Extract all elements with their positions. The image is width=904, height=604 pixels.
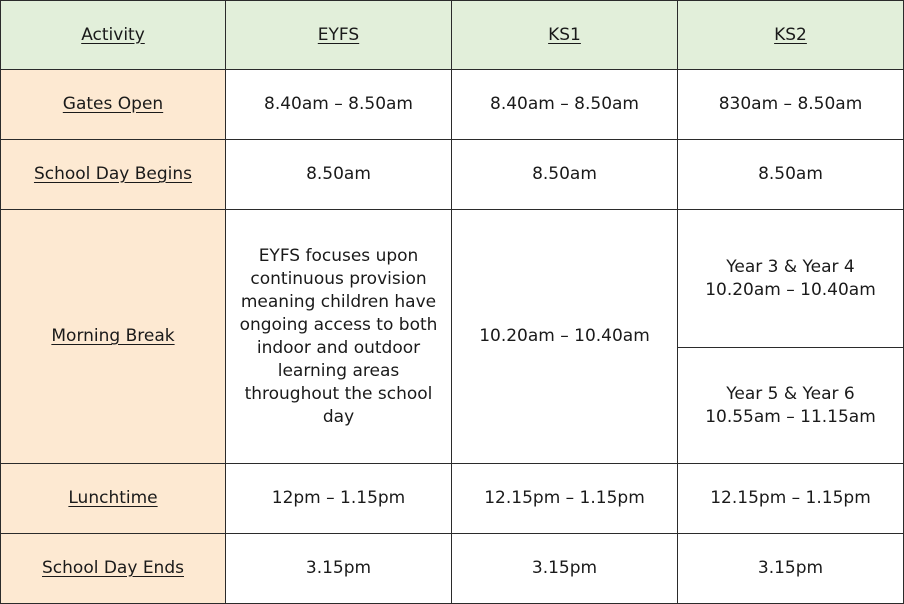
eyfs-note-cell: EYFS focuses upon continuous provision meaning children have ongoing access to both indoor and outdoor learning areas throughout the school day [226,210,452,464]
ks2-year56-title: Year 5 & Year 6 [726,383,855,404]
ks2-year34-cell [678,210,904,348]
row-school-day-ends [1,534,904,604]
header-activity-label: Activity [81,24,145,45]
row-gates-open [1,70,904,140]
activity-label: School Day Ends [42,558,184,578]
ks1-cell: 8.50am [452,140,678,210]
row-school-day-begins [1,140,904,210]
activity-label: Lunchtime [68,488,158,508]
header-eyfs [226,1,452,70]
header-ks2-label: KS2 [774,24,807,45]
activity-label: School Day Begins [33,164,193,184]
row-lunchtime [1,464,904,534]
header-ks1 [452,1,678,70]
ks2-cell: 12.15pm – 1.15pm [678,464,904,534]
ks2-cell: 3.15pm [678,534,904,604]
eyfs-cell: 8.50am [226,140,452,210]
ks2-year56-cell [678,348,904,464]
ks2-year56-time: 10.55am – 11.15am [705,406,876,427]
eyfs-cell: 8.40am – 8.50am [226,70,452,140]
eyfs-cell: 12pm – 1.15pm [226,464,452,534]
timetable-body [1,70,904,604]
timetable-header [1,1,904,70]
activity-label: Gates Open [62,94,164,114]
activity-cell [1,70,226,140]
header-ks1-label: KS1 [548,24,581,45]
header-activity [1,1,226,70]
activity-label: Morning Break [51,326,175,346]
activity-cell [1,140,226,210]
ks2-year34-time: 10.20am – 10.40am [705,279,876,300]
header-eyfs-label: EYFS [317,24,360,45]
ks1-cell: 8.40am – 8.50am [452,70,678,140]
ks1-cell: 10.20am – 10.40am [452,210,678,464]
ks2-cell: 8.50am [678,140,904,210]
activity-cell [1,534,226,604]
ks2-cell: 830am – 8.50am [678,70,904,140]
ks1-cell: 12.15pm – 1.15pm [452,464,678,534]
ks2-year34-title: Year 3 & Year 4 [726,256,855,277]
header-ks2 [678,1,904,70]
activity-cell [1,210,226,464]
activity-cell [1,464,226,534]
row-morning-break [1,210,904,348]
ks1-cell: 3.15pm [452,534,678,604]
header-row [1,1,904,70]
eyfs-cell: 3.15pm [226,534,452,604]
